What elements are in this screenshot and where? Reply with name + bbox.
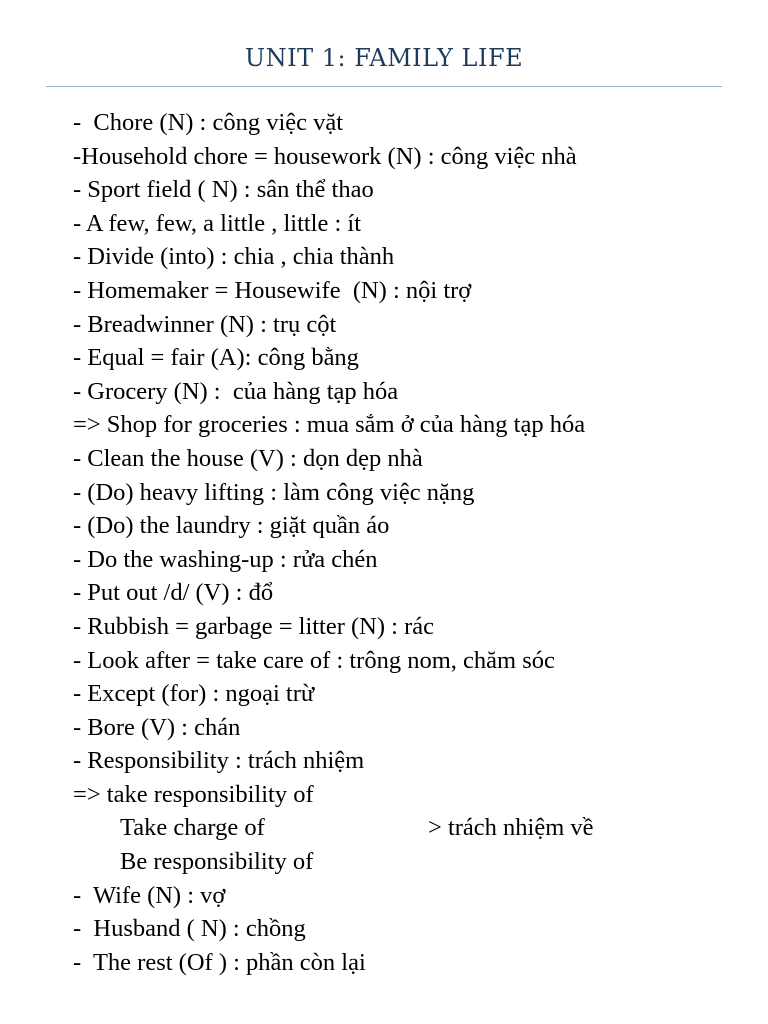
take-charge-phrase: Take charge of (120, 814, 265, 842)
vocab-line: - Rubbish = garbage = litter (N) : rác (73, 612, 434, 640)
vocab-line: - Wife (N) : vợ (73, 881, 226, 909)
vocab-line: - Sport field ( N) : sân thể thao (73, 176, 374, 204)
vocab-line: - A few, few, a little , little : ít (73, 209, 362, 237)
vocab-line: - The rest (Of ) : phần còn lại (73, 948, 366, 976)
vocab-line: - Equal = fair (A): công bằng (73, 344, 359, 372)
vocab-line: - Except (for) : ngoại trừ (73, 680, 315, 708)
vocab-line: -Household chore = housework (N) : công việc nhà (73, 142, 577, 170)
vocab-line: - Put out /d/ (V) : đổ (73, 579, 274, 607)
be-responsibility-line: Be responsibility of (120, 848, 314, 876)
vocab-line: - (Do) the laundry : giặt quần áo (73, 512, 390, 540)
vocab-line: - Do the washing-up : rửa chén (73, 545, 378, 573)
vocab-line: - Chore (N) : công việc vặt (73, 109, 344, 136)
take-charge-meaning: > trách nhiệm về (428, 814, 594, 842)
vocab-line: - Clean the house (V) : dọn dẹp nhà (73, 444, 423, 472)
vocab-line: - Look after = take care of : trông nom, chăm sóc (73, 646, 555, 674)
vocabulary-list (73, 106, 594, 979)
title-divider (46, 86, 722, 87)
vocab-line: - Homemaker = Housewife (N) : nội trợ (73, 276, 472, 304)
vocab-line: - Responsibility : trách nhiệm (73, 747, 365, 775)
vocab-line: => Shop for groceries : mua sắm ở của hàng tạp hóa (73, 411, 586, 439)
vocab-line: - Grocery (N) : của hàng tạp hóa (73, 377, 399, 405)
page-title: UNIT 1: FAMILY LIFE (244, 44, 524, 72)
vocab-line: - Husband ( N) : chồng (73, 915, 306, 943)
vocab-line: - (Do) heavy lifting : làm công việc nặng (73, 478, 475, 506)
vocab-line: => take responsibility of (73, 780, 314, 808)
take-charge-line (73, 811, 594, 845)
vocab-line: - Divide (into) : chia , chia thành (73, 243, 395, 271)
vocab-line: - Breadwinner (N) : trụ cột (73, 310, 337, 338)
vocab-line: - Bore (V) : chán (73, 713, 241, 741)
